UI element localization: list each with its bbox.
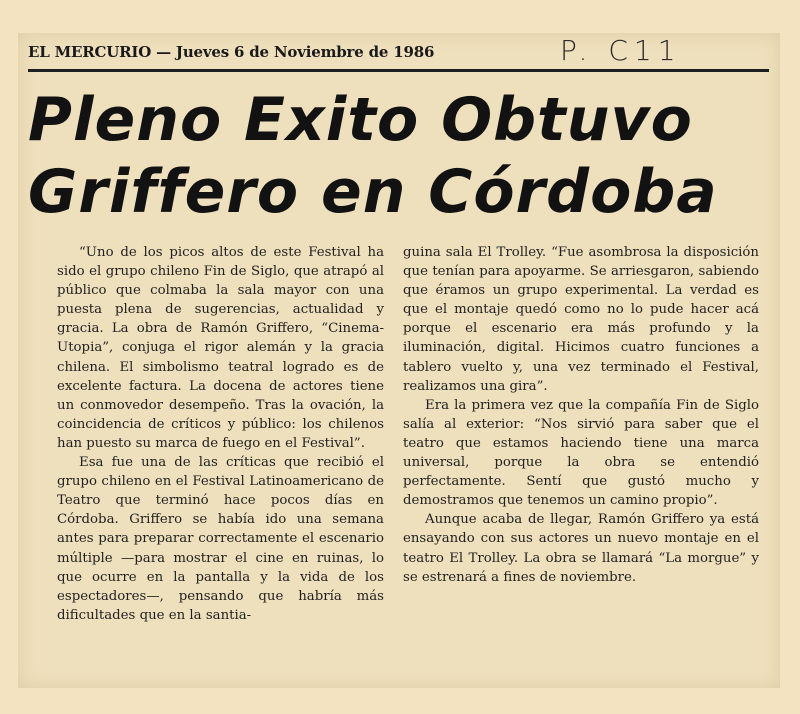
paragraph: guina sala El Trolley. “Fue asombrosa la disposición que tenían para apoyarme. Se arriesgaron, sabiendo que éramos un grupo experimental. La verdad es que el montaje quedó como no lo pude hacer acá porque el escenario era más profundo y la iluminación, digital. Hicimos cuatro funciones a tablero vuelto y, una vez terminado el Festival, realizamos una gira”. xyxy=(403,245,759,394)
paragraph: Esa fue una de las críticas que recibió el grupo chileno en el Festival Latinoamericano de Teatro que terminó hace pocos días en Córdoba. Griffero se había ido una semana antes para preparar correctamente el escenario múltiple —para mostrar el cine en ruinas, lo que ocurre en la pantalla y la vida de los espectadores—, pensando que habría más dificultades que en la santia- xyxy=(57,455,384,623)
masthead-rule xyxy=(28,69,769,72)
paragraph: “Uno de los picos altos de este Festival ha sido el grupo chileno Fin de Siglo, que atrapó al público que colmaba la sala mayor con una puesta plena de sugerencias, actualidad y gracia. La obra de Ramón Griffero, “Cinema-Utopia”, conjuga el rigor alemán y la gracia chilena. El simbolismo teatral logrado es de excelente factura. La docena de actores tiene un conmovedor desempeño. Tras la ovación, la coincidencia de críticos y público: los chilenos han puesto su marca de fuego en el Festival”. xyxy=(57,245,384,451)
paragraph: Era la primera vez que la compañía Fin de Siglo salía al exterior: “Nos sirvió para saber que el teatro que estamos haciendo tiene una marca universal, porque la obra se entendió perfectamente. Sentí que gustó mucho y demostramos que tenemos un camino propio”. xyxy=(403,397,759,509)
headline xyxy=(28,84,773,228)
article-column-2 xyxy=(403,243,759,587)
headline-line-1: Pleno Exito Obtuvo xyxy=(28,85,693,155)
paragraph: Aunque acaba de llegar, Ramón Griffero ya está ensayando con sus actores un nuevo montaje en el teatro El Trolley. La obra se llamará “La morgue” y se estrenará a fines de noviembre. xyxy=(403,512,759,585)
handwritten-note: P. C11 xyxy=(560,34,682,67)
article-column-1 xyxy=(57,243,384,625)
masthead: EL MERCURIO — Jueves 6 de Noviembre de 1986 xyxy=(28,43,435,61)
headline-line-2: Griffero en Córdoba xyxy=(28,157,718,227)
